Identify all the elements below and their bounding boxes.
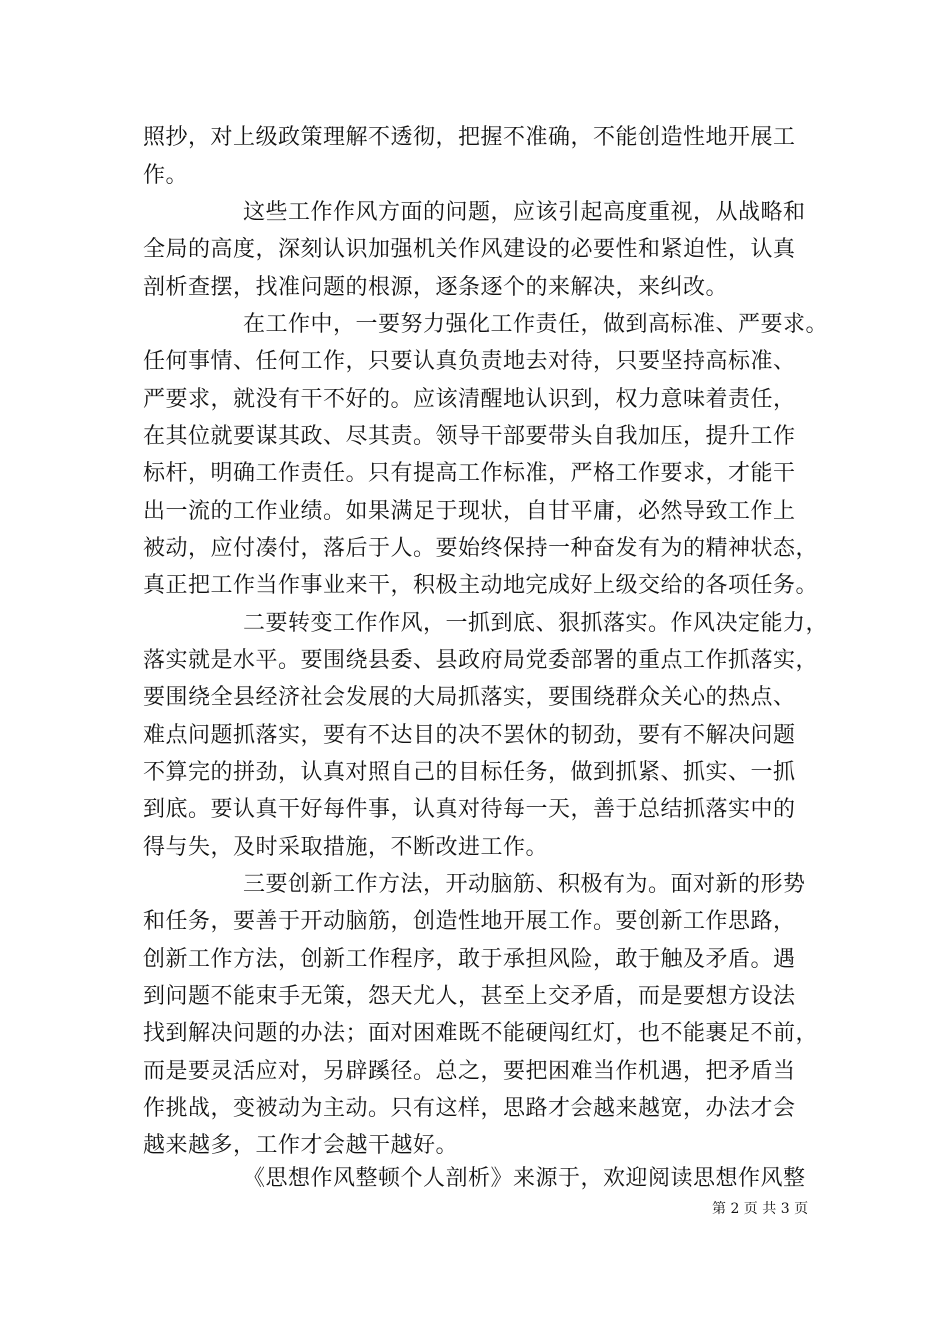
text-line: 在其位就要谋其政、尽其责。领导干部要带头自我加压，提升工作 xyxy=(143,424,796,449)
text-line: 不算完的拼劲，认真对照自己的目标任务，做到抓紧、抓实、一抓 xyxy=(143,760,796,785)
paragraph-start-line: 三要创新工作方法，开动脑筋、积极有为。面对新的形势 xyxy=(243,872,806,897)
paragraph-start-line: 这些工作作风方面的问题，应该引起高度重视，从战略和 xyxy=(243,200,806,225)
text-line: 剖析查摆，找准问题的根源，逐条逐个的来解决，来纠改。 xyxy=(143,275,729,300)
text-line: 要围绕全县经济社会发展的大局抓落实，要围绕群众关心的热点、 xyxy=(143,685,796,710)
text-line: 全局的高度，深刻认识加强机关作风建设的必要性和紧迫性，认真 xyxy=(143,237,796,262)
text-line: 被动，应付凑付，落后于人。要始终保持一种奋发有为的精神状态， xyxy=(143,536,819,561)
text-line: 越来越多，工作才会越干越好。 xyxy=(143,1133,459,1158)
text-line: 严要求，就没有干不好的。应该清醒地认识到，权力意味着责任， xyxy=(143,387,796,412)
text-line: 创新工作方法，创新工作程序，敢于承担风险，敢于触及矛盾。遇 xyxy=(143,947,796,972)
text-line: 作。 xyxy=(143,163,189,188)
text-line: 而是要灵活应对，另辟蹊径。总之，要把困难当作机遇，把矛盾当 xyxy=(143,1059,796,1084)
text-line: 落实就是水平。要围绕县委、县政府局党委部署的重点工作抓落实， xyxy=(143,648,819,673)
text-line: 照抄，对上级政策理解不透彻，把握不准确，不能创造性地开展工 xyxy=(143,125,796,150)
text-line: 任何事情、任何工作，只要认真负责地去对待，只要坚持高标准、 xyxy=(143,349,796,374)
text-line: 找到解决问题的办法；面对困难既不能硬闯红灯，也不能裹足不前， xyxy=(143,1021,819,1046)
page-number-footer: 第 2 页 共 3 页 xyxy=(712,1201,809,1217)
paragraph-start-line: 在工作中，一要努力强化工作责任，做到高标准、严要求。 xyxy=(243,312,829,337)
text-line: 到底。要认真干好每件事，认真对待每一天，善于总结抓落实中的 xyxy=(143,797,796,822)
text-line: 得与失，及时采取措施，不断改进工作。 xyxy=(143,835,549,860)
text-line: 真正把工作当作事业来干，积极主动地完成好上级交给的各项任务。 xyxy=(143,573,819,598)
text-line: 出一流的工作业绩。如果满足于现状，自甘平庸，必然导致工作上 xyxy=(143,499,796,524)
text-line: 标杆，明确工作责任。只有提高工作标准，严格工作要求，才能干 xyxy=(143,461,796,486)
paragraph-start-line: 二要转变工作作风，一抓到底、狠抓落实。作风决定能力， xyxy=(243,611,829,636)
text-line: 难点问题抓落实，要有不达目的决不罢休的韧劲，要有不解决问题 xyxy=(143,723,796,748)
text-line: 和任务，要善于开动脑筋，创造性地开展工作。要创新工作思路， xyxy=(143,909,796,934)
paragraph-start-line: 《思想作风整顿个人剖析》来源于，欢迎阅读思想作风整 xyxy=(243,1166,806,1191)
text-line: 到问题不能束手无策，怨天尤人，甚至上交矛盾，而是要想方设法 xyxy=(143,984,796,1009)
text-line: 作挑战，变被动为主动。只有这样，思路才会越来越宽，办法才会 xyxy=(143,1096,796,1121)
